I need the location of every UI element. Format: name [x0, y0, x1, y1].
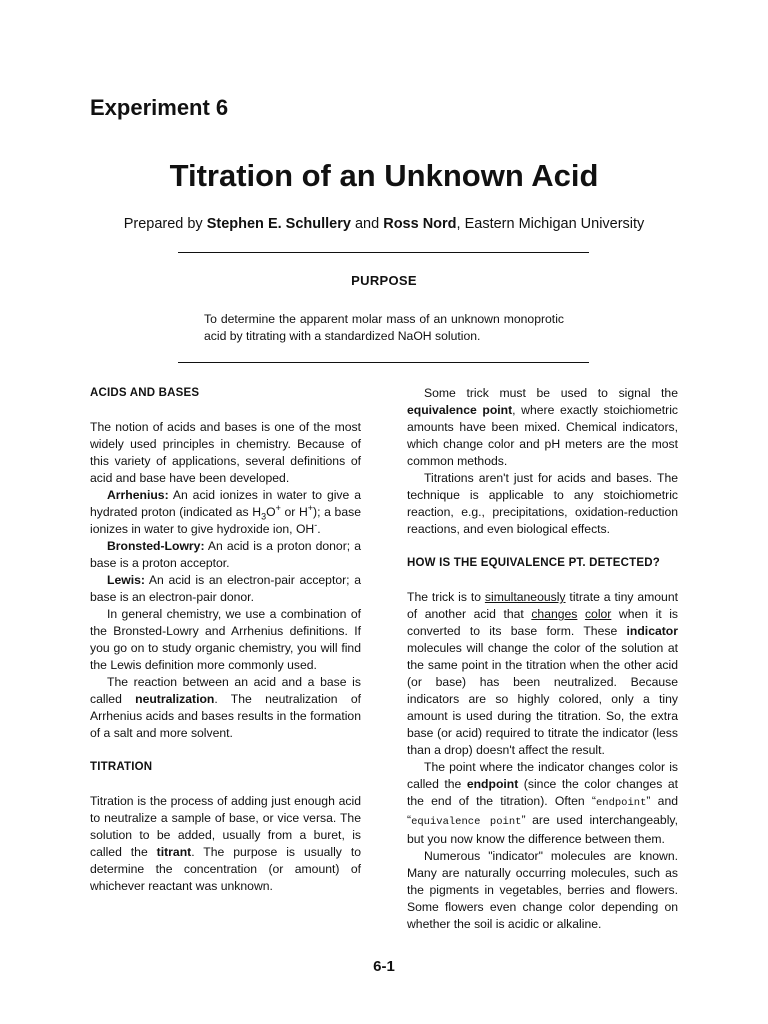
indicator-paragraph — [407, 589, 678, 759]
endpoint-text-d: ” are used interchangeably, but you now know the difference between them. — [407, 813, 678, 846]
neutralization-term: neutralization — [135, 692, 215, 706]
underlined-simultaneously: simultaneously — [484, 590, 566, 604]
detect-text-a: The trick is to — [407, 590, 485, 604]
byline-suffix: , Eastern Michigan University — [456, 216, 645, 232]
detect-text-d: when it is converted to its base form. These — [407, 607, 679, 638]
subscript-3: 3 — [261, 511, 267, 522]
titration-text-a: Titration is the process of adding just enough acid to neutralize a sample of base, or vice versa. The solution to be added, usually from a buret, is called the — [90, 794, 361, 859]
page-number: 6-1 — [373, 958, 395, 975]
author-1: Stephen E. Schullery — [206, 216, 351, 232]
section-heading-acids-bases: ACIDS AND BASES — [90, 387, 200, 399]
arrhenius-text-a: An acid ionizes in water to give a hydrated proton (indicated as H — [90, 488, 361, 519]
reaction-text-b: . The neutralization of Arrhenius acids and bases results in the formation of a salt and more solvent. — [90, 692, 362, 740]
purpose-heading: PURPOSE — [351, 273, 417, 288]
byline-and: and — [350, 216, 384, 232]
arrhenius-text-e: . — [317, 522, 321, 536]
section-heading-detection: HOW IS THE EQUIVALENCE PT. DETECTED? — [407, 557, 660, 569]
endpoint-term: endpoint — [466, 777, 519, 791]
numerous-indicators-paragraph: Numerous "indicator" molecules are known. Many are naturally occurring molecules, such as the pigments in vegetables, berries and flowers. Some flowers even change color depending on whether the soil is acidic or alkaline. — [407, 849, 678, 931]
titration-paragraph — [90, 793, 361, 895]
arrhenius-term: Arrhenius: — [107, 488, 169, 502]
purpose-text: To determine the apparent molar mass of an unknown monoprotic acid by titrating with a standardized NaOH solution. — [204, 312, 564, 343]
indicator-term: indicator — [626, 624, 678, 638]
titrant-term: titrant — [156, 845, 192, 859]
underlined-color: color — [584, 607, 612, 621]
endpoint-paragraph — [407, 759, 678, 848]
left-column — [90, 385, 361, 895]
right-column — [407, 385, 678, 933]
neutralization-paragraph — [90, 674, 361, 742]
arrhenius-definition — [90, 487, 361, 538]
detect-text-e: molecules will change the color of the solution at the same point in the titration when the other acid (or base) has been neutralized. Because indicators are so highly colored, only a tiny amount is used during the titration. So, the extra base (or acid) required to titrate the indicator (less than a drop) doesn't affect the result. — [407, 641, 678, 757]
underlined-changes: changes — [531, 607, 578, 621]
equivalence-point-term: equivalence point — [407, 403, 513, 417]
trick-text-a: Some trick must be used to signal the — [424, 386, 678, 400]
superscript-minus: - — [314, 519, 318, 530]
titration-text-b: . The purpose is usually to determine the concentration (or amount) of whichever reactant was unknown. — [90, 845, 362, 893]
mono-equivalence-point: equivalence point — [411, 816, 522, 828]
author-2: Ross Nord — [383, 216, 457, 232]
lewis-term: Lewis: — [107, 573, 145, 587]
detect-text-c — [577, 607, 585, 621]
divider-bottom — [178, 362, 589, 363]
arrhenius-text-b: O — [266, 505, 276, 519]
trick-text-b: , where exactly stoichiometric amounts have been mixed. Chemical indicators, which change color and pH meters are the most common methods. — [407, 403, 678, 468]
section-heading-titration: TITRATION — [90, 761, 153, 773]
superscript-plus-2: + — [307, 502, 314, 513]
bronsted-term: Bronsted-Lowry: — [107, 539, 205, 553]
detect-text-b: titrate a tiny amount of another acid that — [407, 590, 678, 621]
byline-prefix: Prepared by — [123, 216, 207, 232]
experiment-label: Experiment 6 — [90, 95, 229, 120]
lewis-text: An acid is an electron-pair acceptor; a base is an electron-pair donor. — [90, 573, 361, 604]
lewis-definition — [90, 572, 361, 606]
divider-top — [178, 252, 589, 253]
arrhenius-text-d: ); a base ionizes in water to give hydroxide ion, OH — [90, 505, 361, 536]
byline — [0, 216, 768, 232]
reaction-text-a: The reaction between an acid and a base is called — [90, 675, 361, 706]
mono-endpoint: endpoint — [595, 797, 647, 809]
titrations-paragraph: Titrations aren't just for acids and bases. The technique is applicable to any stoichiometric reaction, e.g., precipitations, oxidation-reduction reactions, and even biological effects. — [407, 471, 678, 536]
general-chemistry-paragraph: In general chemistry, we use a combination of the Bronsted-Lowry and Arrhenius definitions. If you go on to study organic chemistry, you will find the Lewis definition more commonly used. — [90, 607, 361, 672]
endpoint-text-a: The point where the indicator changes color is called the — [407, 760, 678, 791]
acids-bases-intro: The notion of acids and bases is one of the most widely used principles in chemistry. Because of this variety of applications, several definitions of acid and base have been developed. — [90, 420, 361, 485]
endpoint-text-b: (since the color changes at the end of the titration). Often “ — [407, 777, 678, 808]
bronsted-definition — [90, 538, 361, 572]
bronsted-text: An acid is a proton donor; a base is a proton acceptor. — [90, 539, 361, 570]
arrhenius-text-c: or H — [280, 505, 308, 519]
endpoint-text-c: ” and “ — [407, 794, 678, 827]
document-title: Titration of an Unknown Acid — [169, 158, 599, 193]
equivalence-point-paragraph — [407, 385, 678, 470]
superscript-plus-1: + — [275, 502, 281, 513]
